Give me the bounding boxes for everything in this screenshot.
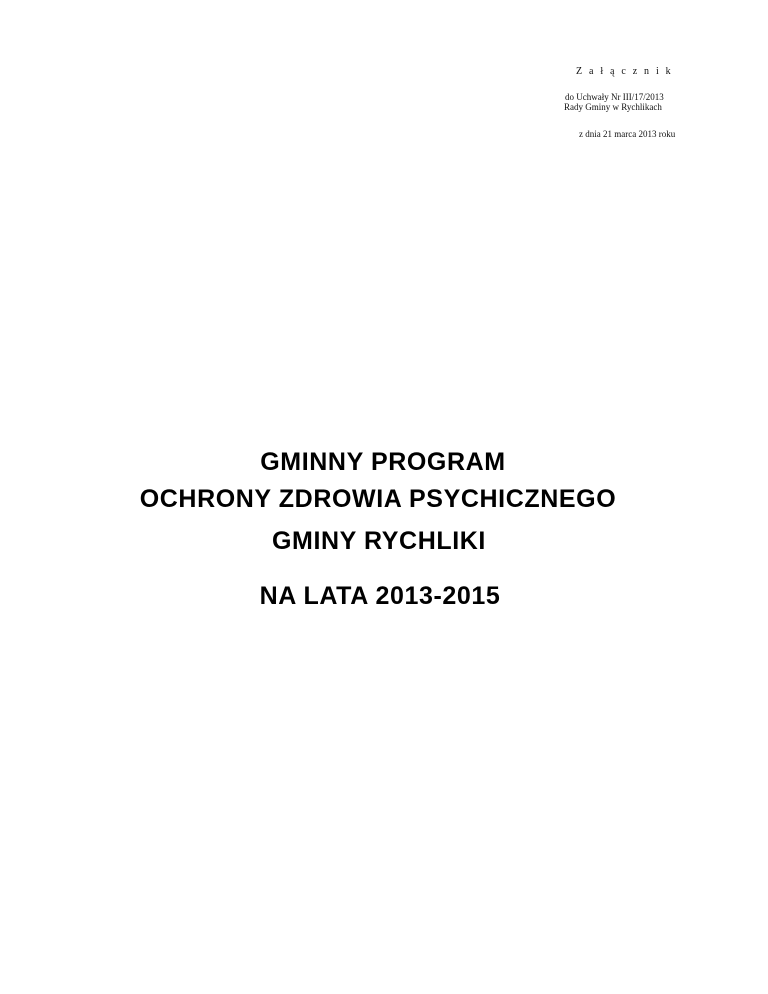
resolution-date: z dnia 21 marca 2013 roku <box>579 129 676 139</box>
title-line-3: GMINY RYCHLIKI <box>272 527 486 555</box>
council-name: Rady Gminy w Rychlikach <box>564 102 662 112</box>
title-line-1: GMINNY PROGRAM <box>260 448 506 476</box>
title-line-4: NA LATA 2013-2015 <box>259 582 501 610</box>
title-line-2: OCHRONY ZDROWIA PSYCHICZNEGO <box>139 485 617 513</box>
resolution-number: do Uchwały Nr III/17/2013 <box>565 92 664 102</box>
annex-label: Z a ł ą c z n i k <box>576 66 673 77</box>
